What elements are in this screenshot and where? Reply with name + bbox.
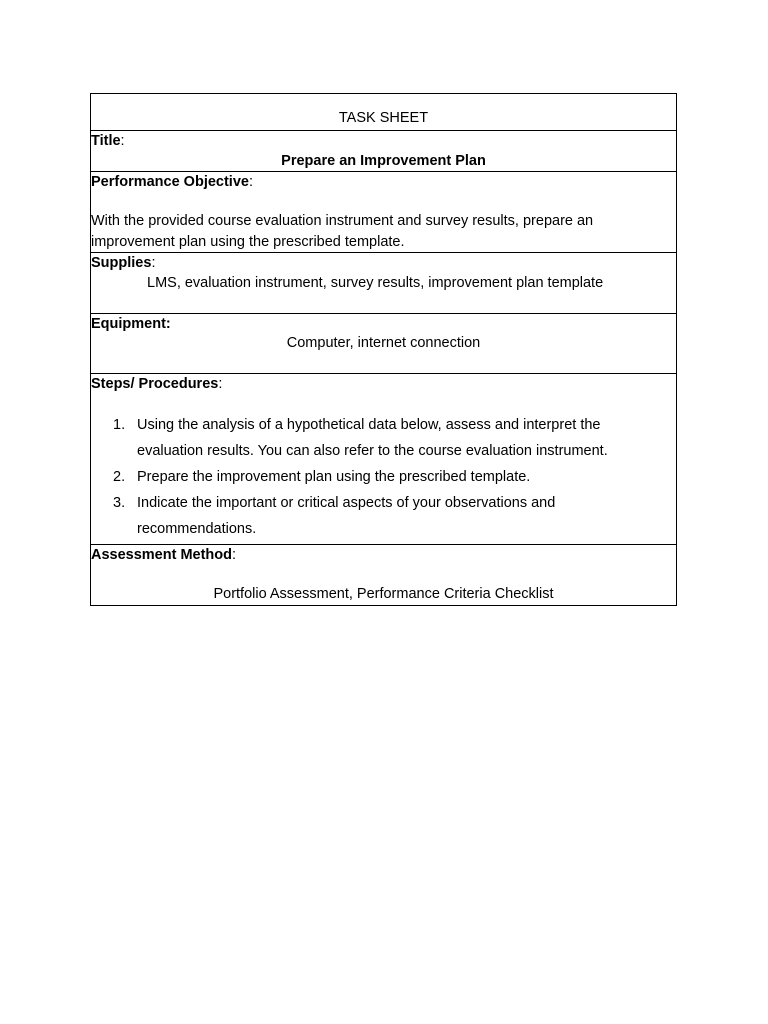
step-number: 2.	[113, 469, 126, 485]
assessment-method-value: Portfolio Assessment, Performance Criteria Checklist	[213, 586, 554, 602]
list-item	[91, 490, 651, 542]
task-sheet-header	[91, 94, 676, 130]
step-text: Prepare the improvement plan using the prescribed template.	[137, 469, 531, 485]
step-text: Using the analysis of a hypothetical data below, assess and interpret the evaluation results. You can also refer to the course evaluation instrument.	[137, 417, 608, 459]
step-text: Indicate the important or critical aspects of your observations and recommendations.	[137, 495, 556, 537]
step-number: 3.	[113, 495, 126, 511]
assessment-method-label: Assessment Method:	[91, 547, 237, 563]
performance-objective-text: With the provided course evaluation instrument and survey results, prepare an improvement plan using the prescribed template.	[91, 213, 594, 250]
title-label: Title:	[91, 133, 125, 149]
steps-row	[91, 373, 676, 544]
performance-objective-label: Performance Objective:	[91, 174, 253, 190]
supplies-label: Supplies:	[91, 255, 156, 271]
steps-list	[91, 412, 651, 542]
list-item	[91, 412, 651, 464]
step-number: 1.	[113, 417, 126, 433]
task-sheet-table	[90, 93, 677, 606]
title-value: Prepare an Improvement Plan	[281, 153, 486, 169]
supplies-value: LMS, evaluation instrument, survey results, improvement plan template	[147, 275, 604, 291]
assessment-method-row	[91, 544, 676, 605]
supplies-row	[91, 252, 676, 313]
steps-label: Steps/ Procedures:	[91, 376, 223, 392]
list-item	[91, 464, 651, 490]
equipment-row	[91, 313, 676, 373]
performance-objective-row	[91, 171, 676, 252]
title-row	[91, 130, 676, 171]
task-sheet-title: TASK SHEET	[338, 110, 429, 126]
equipment-label: Equipment:	[91, 316, 171, 332]
equipment-value: Computer, internet connection	[286, 335, 481, 351]
